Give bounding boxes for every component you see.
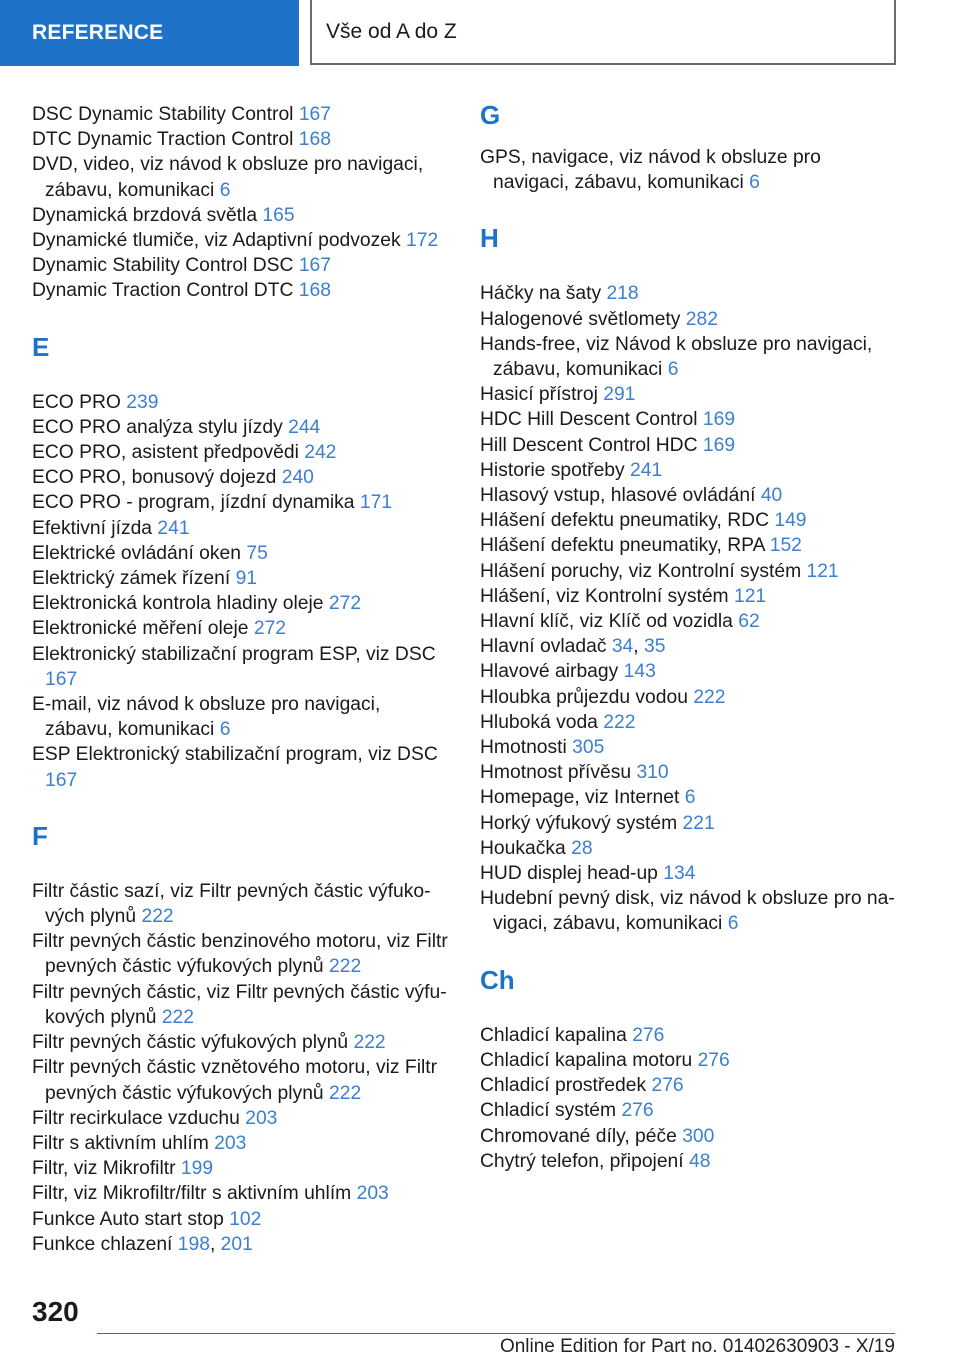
page-reference-link[interactable]: 240: [281, 467, 314, 489]
index-entry-text: DTC Dynamic Traction Control: [32, 129, 299, 151]
page-reference-link[interactable]: 35: [644, 636, 666, 658]
index-entry-text: Dynamická brzdová světla: [32, 204, 263, 226]
index-entry: [480, 1023, 900, 1048]
page-reference-link[interactable]: 198: [177, 1233, 210, 1255]
index-entry: [32, 253, 452, 278]
index-entry: [32, 742, 452, 792]
page-reference-link[interactable]: 6: [667, 359, 679, 381]
page-reference-link[interactable]: 272: [328, 593, 362, 615]
index-entry: [32, 591, 452, 616]
index-entry: [32, 415, 452, 440]
page-reference-link[interactable]: 121: [806, 560, 839, 582]
index-entry: [480, 332, 900, 382]
page-reference-link[interactable]: 239: [126, 391, 159, 413]
index-entry: [32, 1232, 452, 1257]
index-entry-text: Elektrický zámek řízení: [32, 568, 236, 590]
index-entry-text: Horký výfukový systém: [480, 812, 683, 834]
page-reference-link[interactable]: 91: [235, 568, 258, 590]
page-reference-link[interactable]: 168: [298, 280, 331, 302]
index-entry-text: Filtr pevných částic benzinového motoru, viz Filtr pevných částic výfukových plynů: [32, 931, 448, 978]
index-entry-text: Elektronické měření oleje: [32, 618, 254, 640]
chapter-title: Vše od A do Z: [310, 0, 896, 65]
page-reference-link[interactable]: 167: [45, 668, 78, 690]
page-reference-link[interactable]: 305: [572, 737, 605, 759]
index-entry: [32, 980, 452, 1030]
index-entry-text: Filtr pevných částic, viz Filtr pevných částic výfukových plynů: [32, 981, 447, 1028]
index-entry-text: Chytrý telefon, připojení: [480, 1150, 689, 1172]
page-reference-link[interactable]: 34: [611, 636, 634, 658]
index-entry: [32, 616, 452, 641]
index-entry-text: Historie spotřeby: [480, 459, 631, 481]
page-reference-link[interactable]: 28: [571, 837, 593, 859]
index-entry: [32, 929, 452, 979]
index-entry: [32, 1207, 452, 1232]
page-reference-link[interactable]: 6: [727, 913, 739, 935]
index-entry: [32, 1156, 452, 1181]
page-reference-link[interactable]: 165: [262, 204, 295, 226]
page-reference-link[interactable]: 276: [651, 1075, 684, 1097]
edition-note: Online Edition for Part no. 01402630903 - X/19: [499, 1336, 895, 1357]
index-entry: [32, 465, 452, 490]
index-entry: [32, 203, 452, 228]
index-entry: [480, 1098, 900, 1123]
index-entry-text: Hill Descent Control HDC: [480, 434, 703, 456]
index-entry: [480, 710, 900, 735]
page-reference-link[interactable]: 40: [760, 485, 783, 507]
index-entry-text: Efektivní jízda: [32, 517, 158, 539]
index-entry: [32, 440, 452, 465]
index-entry-text: Hands-free, viz Návod k obsluze pro navigaci, zábavu, komunikaci: [480, 333, 873, 381]
index-entry-text: Dynamic Stability Control DSC: [32, 255, 299, 277]
index-entry: [32, 1131, 452, 1156]
index-entry-text: Filtr, viz Mikrofiltr/filtr s aktivním uhlím: [32, 1183, 357, 1205]
index-entry: [480, 886, 900, 936]
page-reference-link[interactable]: 291: [603, 384, 636, 406]
page-reference-link[interactable]: 222: [693, 686, 726, 708]
index-entry-text: GPS, navigace, viz návod k obsluze pro navigaci, zábavu, komunikaci: [480, 147, 821, 194]
page-reference-link[interactable]: 241: [630, 459, 663, 481]
index-entry-text: ECO PRO, bonusový dojezd: [32, 467, 282, 489]
page-reference-link[interactable]: 152: [769, 535, 802, 557]
index-entry: [32, 390, 452, 415]
page-reference-link[interactable]: 276: [621, 1100, 654, 1122]
index-entry-text: ESP Elektronický stabilizační program, viz DSC: [32, 744, 438, 766]
index-entry-text: Hlasový vstup, hlasové ovládání: [480, 485, 761, 507]
index-entry: [32, 1181, 452, 1206]
index-entry-text: Filtr s aktivním uhlím: [32, 1132, 215, 1154]
page-separator: ,: [633, 636, 644, 658]
index-entry-text: Hloubka průjezdu vodou: [480, 686, 694, 708]
index-entry: [32, 152, 452, 202]
index-entry: [480, 145, 900, 195]
index-entry-text: Chladicí prostředek: [480, 1075, 652, 1097]
index-entry: [480, 634, 900, 659]
index-entry-text: Chromované díly, péče: [480, 1125, 683, 1147]
index-column-right: [480, 102, 900, 1174]
index-entry-text: Funkce Auto start stop: [32, 1208, 230, 1230]
index-entry: [480, 760, 900, 785]
page-reference-link[interactable]: 171: [359, 492, 393, 514]
page-reference-link[interactable]: 218: [606, 283, 639, 305]
index-entry-text: Háčky na šaty: [480, 283, 607, 305]
index-letter-heading: G: [480, 100, 501, 130]
page-reference-link[interactable]: 75: [246, 542, 268, 564]
page-reference-link[interactable]: 276: [632, 1024, 665, 1046]
index-entry: [480, 609, 900, 634]
index-entry-text: Hlavní ovladač: [480, 636, 612, 658]
page-reference-link[interactable]: 203: [214, 1132, 247, 1154]
index-entry: [32, 516, 452, 541]
index-entry-text: Elektrické ovládání oken: [32, 542, 247, 564]
index-entry: [480, 508, 900, 533]
page-reference-link[interactable]: 242: [304, 442, 337, 464]
index-entry: [32, 278, 452, 303]
index-entry: [480, 533, 900, 558]
page-reference-link[interactable]: 199: [180, 1158, 214, 1180]
index-entry-text: Filtr, viz Mikrofiltr: [32, 1158, 181, 1180]
page-reference-link[interactable]: 244: [288, 416, 321, 438]
page-reference-link[interactable]: 241: [157, 517, 190, 539]
index-entry-text: Hmotnost přívěsu: [480, 762, 637, 784]
index-entry-text: DVD, video, viz návod k obsluze pro navigaci, zábavu, komunikaci: [32, 154, 424, 201]
index-entry-text: Homepage, viz Internet: [480, 787, 685, 809]
index-entry: [480, 407, 900, 432]
page-reference-link[interactable]: 102: [229, 1208, 262, 1230]
index-entry-text: ECO PRO, asistent předpovědi: [32, 442, 305, 464]
index-entry: [32, 1030, 452, 1055]
index-entry-text: Hmotnosti: [480, 737, 573, 759]
index-entry-text: Chladicí kapalina motoru: [480, 1049, 698, 1071]
index-entry-text: Hlavové airbagy: [480, 661, 624, 683]
page-separator: ,: [209, 1233, 221, 1255]
page-reference-link[interactable]: 168: [298, 129, 331, 151]
page-reference-link[interactable]: 6: [219, 719, 231, 741]
index-entry: [32, 102, 452, 127]
page-reference-link[interactable]: 143: [623, 661, 656, 683]
index-entry-text: Filtr recirkulace vzduchu: [32, 1107, 246, 1129]
index-entry-text: ECO PRO analýza stylu jízdy: [32, 416, 289, 438]
index-column-left: [32, 102, 452, 1257]
index-entry-text: Chladicí systém: [480, 1100, 622, 1122]
index-entry: [32, 490, 452, 515]
index-entry-text: Hlášení, viz Kontrolní systém: [480, 585, 734, 607]
index-entry-text: Filtr pevných částic vznětového motoru, viz Filtr pevných částic výfukových plynů: [32, 1057, 438, 1104]
page-reference-link[interactable]: 276: [697, 1049, 730, 1071]
page-reference-link[interactable]: 201: [220, 1233, 253, 1255]
page-number: 320: [32, 1296, 79, 1327]
index-entry: [480, 1073, 900, 1098]
index-entry: [32, 228, 452, 253]
index-entry: [480, 584, 900, 609]
index-entry-text: Elektronická kontrola hladiny oleje: [32, 593, 329, 615]
page-reference-link[interactable]: 221: [682, 812, 715, 834]
page-reference-link[interactable]: 222: [141, 906, 174, 928]
index-entry-text: Chladicí kapalina: [480, 1024, 633, 1046]
index-entry: [480, 811, 900, 836]
index-entry-text: HDC Hill Descent Control: [480, 409, 703, 431]
page-reference-link[interactable]: 222: [603, 711, 636, 733]
page-reference-link[interactable]: 6: [749, 172, 760, 194]
index-entry: [32, 541, 452, 566]
page-reference-link[interactable]: 6: [219, 179, 231, 201]
index-entry: [32, 692, 452, 742]
page-reference-link[interactable]: 121: [733, 585, 767, 607]
index-entry-text: Houkačka: [480, 837, 572, 859]
index-entry: [32, 127, 452, 152]
section-tab: REFERENCE: [0, 0, 299, 66]
page-reference-link[interactable]: 203: [356, 1183, 389, 1205]
index-entry: [480, 458, 900, 483]
index-letter-heading: E: [32, 331, 50, 362]
page-reference-link[interactable]: 300: [682, 1125, 715, 1147]
index-entry: [480, 1149, 900, 1174]
page-reference-link[interactable]: 222: [329, 1082, 362, 1104]
page-reference-link[interactable]: 134: [663, 863, 696, 885]
index-entry: [480, 785, 900, 810]
index-entry-text: Dynamické tlumiče, viz Adaptivní podvozek: [32, 230, 407, 252]
index-entry: [480, 1124, 900, 1149]
index-entry-text: HUD displej head-up: [480, 863, 664, 885]
index-entry-text: Dynamic Traction Control DTC: [32, 280, 299, 302]
index-entry: [480, 735, 900, 760]
index-entry-text: Funkce chlazení: [32, 1233, 178, 1255]
page-reference-link[interactable]: 272: [253, 618, 287, 640]
index-entry-text: ECO PRO - program, jízdní dynamika: [32, 492, 360, 514]
index-entry: [480, 382, 900, 407]
index-letter-heading: F: [32, 820, 48, 851]
index-entry-text: DSC Dynamic Stability Control: [32, 104, 299, 125]
index-entry: [480, 1048, 900, 1073]
index-entry: [480, 861, 900, 886]
index-entry: [32, 879, 452, 929]
index-entry: [480, 281, 900, 306]
index-entry-text: Elektronický stabilizační program ESP, viz DSC: [32, 643, 436, 665]
index-entry: [32, 642, 452, 692]
page-header: [0, 0, 960, 66]
index-entry-text: Filtr pevných částic výfukových plynů: [32, 1032, 354, 1054]
index-entry-text: Hudební pevný disk, viz návod k obsluze pro navigaci, zábavu, komunikaci: [480, 888, 895, 935]
index-entry-text: Hasicí přístroj: [480, 384, 604, 406]
footer-divider: [97, 1333, 895, 1334]
index-entry-text: Hluboká voda: [480, 711, 604, 733]
page-reference-link[interactable]: 222: [329, 956, 362, 978]
index-entry: [32, 1055, 452, 1105]
page-reference-link[interactable]: 172: [406, 230, 439, 252]
index-letter-heading: H: [480, 223, 499, 254]
index-entry: [480, 559, 900, 584]
page-reference-link[interactable]: 222: [161, 1006, 194, 1028]
page-reference-link[interactable]: 169: [702, 434, 736, 456]
index-entry-text: Hlášení poruchy, viz Kontrolní systém: [480, 560, 807, 582]
index-entry-text: ECO PRO: [32, 391, 127, 413]
page-reference-link[interactable]: 282: [685, 308, 718, 330]
page-reference-link[interactable]: 167: [298, 104, 331, 125]
index-entry-text: Hlášení defektu pneumatiky, RPA: [480, 535, 770, 557]
page-reference-link[interactable]: 149: [774, 510, 807, 532]
page-reference-link[interactable]: 222: [353, 1032, 386, 1054]
page-reference-link[interactable]: 167: [45, 769, 78, 791]
page-reference-link[interactable]: 167: [298, 255, 331, 277]
index-entry-text: E-mail, viz návod k obsluze pro navigaci, zábavu, komunikaci: [32, 694, 381, 741]
page-reference-link[interactable]: 6: [684, 787, 696, 809]
index-entry-text: Halogenové světlomety: [480, 308, 686, 330]
index-entry: [480, 836, 900, 861]
page-reference-link[interactable]: 203: [245, 1107, 278, 1129]
page-reference-link[interactable]: 169: [702, 409, 736, 431]
index-entry: [480, 685, 900, 710]
index-entry: [480, 659, 900, 684]
index-entry: [480, 433, 900, 458]
index-entry-text: Filtr částic sazí, viz Filtr pevných částic výfukových plynů: [32, 880, 431, 928]
index-entry: [480, 307, 900, 332]
index-letter-heading: Ch: [480, 964, 515, 995]
index-entry: [32, 1106, 452, 1131]
index-entry: [32, 566, 452, 591]
index-entry: [480, 483, 900, 508]
index-entry-text: Hlášení defektu pneumatiky, RDC: [480, 510, 775, 532]
page-reference-link[interactable]: 62: [738, 611, 760, 633]
page-reference-link[interactable]: 48: [689, 1150, 711, 1172]
index-entry-text: Hlavní klíč, viz Klíč od vozidla: [480, 611, 739, 633]
page-reference-link[interactable]: 310: [636, 762, 669, 784]
